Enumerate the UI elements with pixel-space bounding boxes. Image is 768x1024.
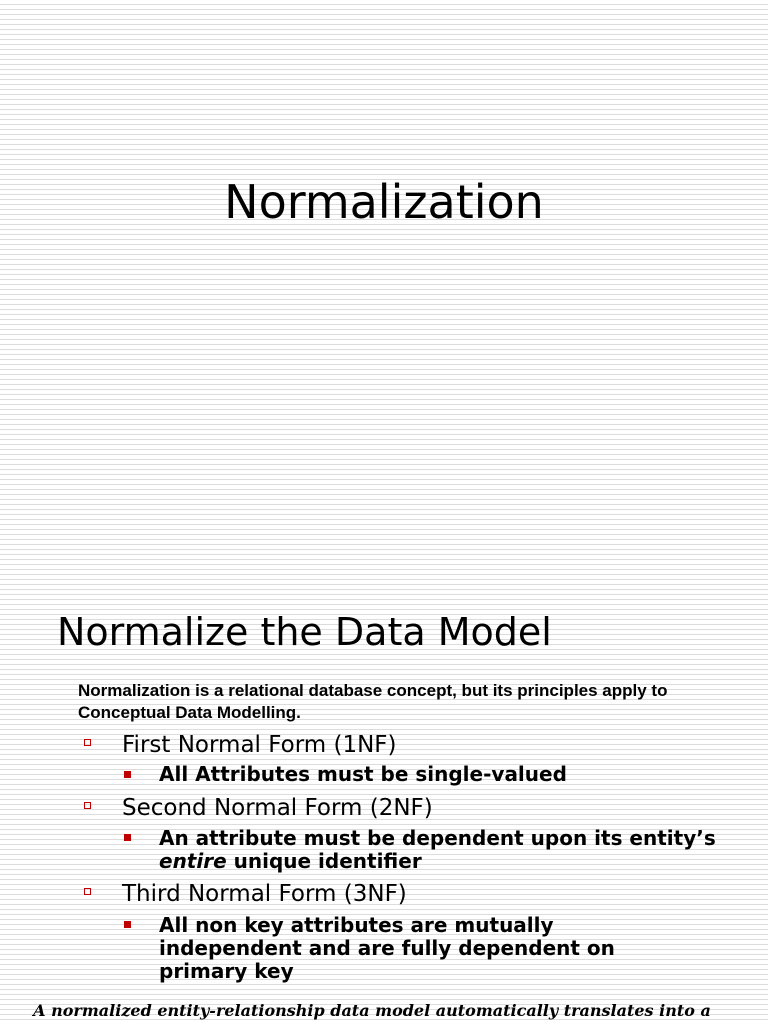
slide-heading: Normalize the Data Model xyxy=(57,610,552,654)
form-detail-2nf: An attribute must be dependent upon its entity’s entire unique identifier xyxy=(159,826,716,873)
filled-square-icon xyxy=(124,771,131,778)
intro-paragraph: Normalization is a relational database concept, but its principles apply to Conceptual Data Modelling. xyxy=(78,681,668,722)
form-label-1nf: First Normal Form (1NF) xyxy=(122,732,397,758)
form-label-3nf: Third Normal Form (3NF) xyxy=(122,881,407,907)
hollow-square-icon xyxy=(84,888,91,895)
footer-note: A normalized entity-relationship data model automatically translates into a xyxy=(33,1001,711,1020)
filled-square-icon xyxy=(124,921,131,928)
emphasis-text: entire xyxy=(159,849,227,873)
filled-square-icon xyxy=(124,834,131,841)
hollow-square-icon xyxy=(84,802,91,809)
form-detail-3nf: All non key attributes are mutually independent and are fully dependent on primary key xyxy=(159,913,615,983)
slide-title: Normalization xyxy=(224,175,544,229)
form-label-2nf: Second Normal Form (2NF) xyxy=(122,795,433,821)
form-detail-1nf: All Attributes must be single-valued xyxy=(159,762,567,786)
hollow-square-icon xyxy=(84,739,91,746)
